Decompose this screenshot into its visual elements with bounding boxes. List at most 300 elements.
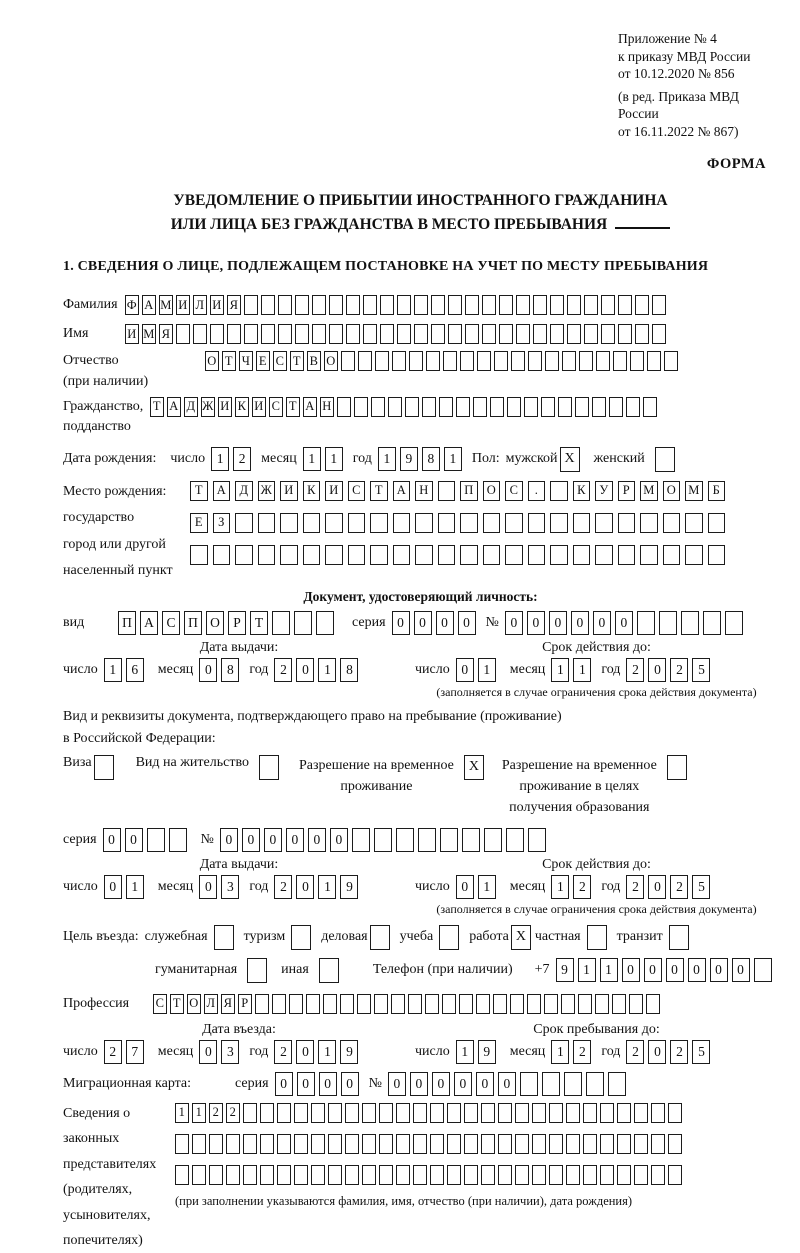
char-box[interactable] xyxy=(643,397,657,417)
char-box[interactable] xyxy=(481,1103,495,1123)
char-box[interactable] xyxy=(651,1165,665,1185)
char-box[interactable] xyxy=(562,351,576,371)
char-box[interactable]: 0 xyxy=(436,611,454,635)
char-box[interactable]: 0 xyxy=(732,958,750,982)
char-box[interactable] xyxy=(213,545,231,565)
char-box[interactable]: 2 xyxy=(573,1040,591,1064)
char-box[interactable]: 0 xyxy=(410,1072,428,1096)
char-box[interactable] xyxy=(374,994,388,1014)
char-box[interactable]: Т xyxy=(222,351,236,371)
char-box[interactable] xyxy=(380,295,394,315)
char-box[interactable]: Р xyxy=(228,611,246,635)
char-box[interactable] xyxy=(431,324,445,344)
char-box[interactable] xyxy=(303,513,321,533)
char-box[interactable] xyxy=(464,1165,478,1185)
char-box[interactable] xyxy=(601,295,615,315)
char-box[interactable] xyxy=(192,1165,206,1185)
checkbox-visa[interactable] xyxy=(94,755,114,780)
char-box[interactable]: 0 xyxy=(688,958,706,982)
char-box[interactable]: Я xyxy=(221,994,235,1014)
char-box[interactable] xyxy=(511,351,525,371)
char-box[interactable]: П xyxy=(184,611,202,635)
char-box[interactable]: А xyxy=(167,397,181,417)
char-box[interactable] xyxy=(532,1103,546,1123)
char-box[interactable] xyxy=(564,1072,582,1096)
char-box[interactable]: П xyxy=(460,481,478,501)
char-box[interactable] xyxy=(668,1103,682,1123)
char-box[interactable]: Д xyxy=(184,397,198,417)
char-box[interactable] xyxy=(476,994,490,1014)
char-box[interactable]: Т xyxy=(150,397,164,417)
char-box[interactable]: 5 xyxy=(692,1040,710,1064)
char-box[interactable] xyxy=(447,1134,461,1154)
char-box[interactable] xyxy=(393,513,411,533)
char-box[interactable] xyxy=(668,1165,682,1185)
char-box[interactable] xyxy=(258,513,276,533)
char-box[interactable]: К xyxy=(573,481,591,501)
char-box[interactable] xyxy=(584,324,598,344)
char-box[interactable] xyxy=(460,513,478,533)
char-box[interactable] xyxy=(595,513,613,533)
char-box[interactable] xyxy=(295,295,309,315)
char-box[interactable] xyxy=(754,958,772,982)
char-box[interactable] xyxy=(630,351,644,371)
char-box[interactable] xyxy=(542,1072,560,1096)
char-box[interactable]: 0 xyxy=(199,658,217,682)
char-box[interactable] xyxy=(426,351,440,371)
char-box[interactable] xyxy=(176,324,190,344)
char-box[interactable] xyxy=(438,513,456,533)
char-box[interactable] xyxy=(374,828,392,852)
char-box[interactable] xyxy=(609,397,623,417)
char-box[interactable] xyxy=(244,295,258,315)
char-box[interactable] xyxy=(626,397,640,417)
char-box[interactable] xyxy=(635,295,649,315)
char-box[interactable] xyxy=(456,397,470,417)
char-box[interactable] xyxy=(498,1165,512,1185)
char-box[interactable]: 1 xyxy=(318,658,336,682)
char-box[interactable]: 1 xyxy=(126,875,144,899)
char-box[interactable]: 0 xyxy=(622,958,640,982)
char-box[interactable] xyxy=(260,1103,274,1123)
char-box[interactable] xyxy=(346,295,360,315)
checkbox-edu-permit[interactable] xyxy=(667,755,687,780)
char-box[interactable] xyxy=(484,828,502,852)
char-box[interactable] xyxy=(396,1134,410,1154)
char-box[interactable] xyxy=(596,351,610,371)
char-box[interactable] xyxy=(708,545,726,565)
char-box[interactable]: 0 xyxy=(527,611,545,635)
char-box[interactable] xyxy=(566,1134,580,1154)
checkbox-purpose-other[interactable] xyxy=(319,958,339,983)
char-box[interactable]: А xyxy=(213,481,231,501)
char-box[interactable]: 3 xyxy=(221,1040,239,1064)
char-box[interactable] xyxy=(550,545,568,565)
char-box[interactable]: Л xyxy=(193,295,207,315)
char-box[interactable] xyxy=(528,545,546,565)
char-box[interactable] xyxy=(583,1165,597,1185)
char-box[interactable] xyxy=(532,1165,546,1185)
char-box[interactable]: 0 xyxy=(125,828,143,852)
char-box[interactable] xyxy=(379,1103,393,1123)
char-box[interactable] xyxy=(337,397,351,417)
char-box[interactable] xyxy=(659,611,677,635)
char-box[interactable]: С xyxy=(348,481,366,501)
char-box[interactable] xyxy=(414,324,428,344)
char-box[interactable]: 1 xyxy=(211,447,229,471)
char-box[interactable] xyxy=(528,513,546,533)
char-box[interactable] xyxy=(505,513,523,533)
char-box[interactable] xyxy=(708,513,726,533)
char-box[interactable] xyxy=(235,513,253,533)
char-box[interactable]: 2 xyxy=(573,875,591,899)
char-box[interactable] xyxy=(418,828,436,852)
char-box[interactable] xyxy=(498,1134,512,1154)
char-box[interactable] xyxy=(345,1103,359,1123)
char-box[interactable]: С xyxy=(505,481,523,501)
char-box[interactable] xyxy=(505,545,523,565)
char-box[interactable] xyxy=(550,324,564,344)
char-box[interactable]: 9 xyxy=(340,875,358,899)
char-box[interactable] xyxy=(380,324,394,344)
char-box[interactable]: Ж xyxy=(201,397,215,417)
char-box[interactable] xyxy=(354,397,368,417)
char-box[interactable]: К xyxy=(235,397,249,417)
char-box[interactable] xyxy=(272,611,290,635)
char-box[interactable] xyxy=(294,611,312,635)
char-box[interactable]: С xyxy=(162,611,180,635)
char-box[interactable] xyxy=(280,545,298,565)
char-box[interactable] xyxy=(703,611,721,635)
char-box[interactable] xyxy=(725,611,743,635)
char-box[interactable] xyxy=(506,828,524,852)
char-box[interactable] xyxy=(618,295,632,315)
char-box[interactable] xyxy=(370,545,388,565)
char-box[interactable] xyxy=(430,1134,444,1154)
char-box[interactable]: Р xyxy=(618,481,636,501)
char-box[interactable] xyxy=(278,324,292,344)
char-box[interactable]: Л xyxy=(204,994,218,1014)
char-box[interactable]: 0 xyxy=(296,875,314,899)
char-box[interactable]: 0 xyxy=(199,1040,217,1064)
char-box[interactable] xyxy=(431,295,445,315)
char-box[interactable]: 0 xyxy=(476,1072,494,1096)
char-box[interactable] xyxy=(533,295,547,315)
char-box[interactable] xyxy=(294,1103,308,1123)
char-box[interactable]: И xyxy=(125,324,139,344)
char-box[interactable] xyxy=(391,994,405,1014)
char-box[interactable]: 8 xyxy=(422,447,440,471)
char-box[interactable] xyxy=(413,1134,427,1154)
checkbox-purpose-transit[interactable] xyxy=(669,925,689,950)
char-box[interactable] xyxy=(363,324,377,344)
char-box[interactable] xyxy=(294,1134,308,1154)
char-box[interactable]: Б xyxy=(708,481,726,501)
char-box[interactable] xyxy=(483,513,501,533)
char-box[interactable] xyxy=(499,295,513,315)
char-box[interactable] xyxy=(558,397,572,417)
char-box[interactable] xyxy=(516,295,530,315)
char-box[interactable] xyxy=(277,1103,291,1123)
char-box[interactable]: 8 xyxy=(340,658,358,682)
char-box[interactable]: Ж xyxy=(258,481,276,501)
char-box[interactable]: 1 xyxy=(456,1040,474,1064)
char-box[interactable]: 1 xyxy=(318,1040,336,1064)
char-box[interactable]: Е xyxy=(256,351,270,371)
char-box[interactable]: 1 xyxy=(192,1103,206,1123)
char-box[interactable] xyxy=(618,545,636,565)
char-box[interactable] xyxy=(473,397,487,417)
char-box[interactable] xyxy=(579,351,593,371)
char-box[interactable] xyxy=(328,1165,342,1185)
char-box[interactable] xyxy=(348,513,366,533)
char-box[interactable] xyxy=(415,545,433,565)
char-box[interactable] xyxy=(227,324,241,344)
char-box[interactable] xyxy=(592,397,606,417)
char-box[interactable]: И xyxy=(210,295,224,315)
char-box[interactable] xyxy=(464,1134,478,1154)
char-box[interactable]: А xyxy=(393,481,411,501)
checkbox-purpose-work[interactable]: X xyxy=(511,925,531,950)
char-box[interactable] xyxy=(600,1134,614,1154)
char-box[interactable]: 0 xyxy=(104,875,122,899)
char-box[interactable]: 0 xyxy=(454,1072,472,1096)
char-box[interactable] xyxy=(316,611,334,635)
char-box[interactable] xyxy=(226,1165,240,1185)
char-box[interactable]: 0 xyxy=(432,1072,450,1096)
char-box[interactable] xyxy=(637,611,655,635)
char-box[interactable] xyxy=(345,1165,359,1185)
char-box[interactable] xyxy=(396,828,414,852)
char-box[interactable] xyxy=(477,351,491,371)
char-box[interactable]: М xyxy=(685,481,703,501)
char-box[interactable]: 1 xyxy=(378,447,396,471)
char-box[interactable] xyxy=(515,1103,529,1123)
char-box[interactable]: 2 xyxy=(104,1040,122,1064)
char-box[interactable] xyxy=(422,397,436,417)
char-box[interactable] xyxy=(325,513,343,533)
char-box[interactable] xyxy=(260,1165,274,1185)
char-box[interactable] xyxy=(325,545,343,565)
char-box[interactable]: 2 xyxy=(233,447,251,471)
char-box[interactable] xyxy=(280,513,298,533)
char-box[interactable] xyxy=(646,994,660,1014)
char-box[interactable] xyxy=(438,545,456,565)
char-box[interactable] xyxy=(612,994,626,1014)
char-box[interactable] xyxy=(306,994,320,1014)
char-box[interactable] xyxy=(459,994,473,1014)
char-box[interactable] xyxy=(243,1165,257,1185)
char-box[interactable]: И xyxy=(280,481,298,501)
char-box[interactable]: И xyxy=(218,397,232,417)
char-box[interactable] xyxy=(664,351,678,371)
char-box[interactable] xyxy=(482,324,496,344)
char-box[interactable] xyxy=(396,1103,410,1123)
char-box[interactable] xyxy=(341,351,355,371)
char-box[interactable]: Я xyxy=(227,295,241,315)
char-box[interactable]: В xyxy=(307,351,321,371)
char-box[interactable] xyxy=(209,1134,223,1154)
char-box[interactable] xyxy=(586,1072,604,1096)
char-box[interactable] xyxy=(651,1103,665,1123)
char-box[interactable] xyxy=(515,1165,529,1185)
char-box[interactable]: 1 xyxy=(573,658,591,682)
char-box[interactable] xyxy=(578,994,592,1014)
char-box[interactable] xyxy=(438,481,456,501)
char-box[interactable] xyxy=(550,513,568,533)
char-box[interactable]: 1 xyxy=(175,1103,189,1123)
char-box[interactable]: 2 xyxy=(274,875,292,899)
char-box[interactable] xyxy=(193,324,207,344)
char-box[interactable] xyxy=(408,994,422,1014)
char-box[interactable] xyxy=(629,994,643,1014)
char-box[interactable]: 1 xyxy=(104,658,122,682)
char-box[interactable]: О xyxy=(324,351,338,371)
char-box[interactable] xyxy=(413,1165,427,1185)
char-box[interactable]: 0 xyxy=(666,958,684,982)
char-box[interactable] xyxy=(532,1134,546,1154)
char-box[interactable] xyxy=(490,397,504,417)
char-box[interactable]: 0 xyxy=(710,958,728,982)
char-box[interactable] xyxy=(261,324,275,344)
char-box[interactable] xyxy=(575,397,589,417)
char-box[interactable] xyxy=(311,1165,325,1185)
char-box[interactable]: Т xyxy=(190,481,208,501)
char-box[interactable]: 1 xyxy=(600,958,618,982)
checkbox-residence-permit[interactable] xyxy=(259,755,279,780)
char-box[interactable] xyxy=(527,994,541,1014)
char-box[interactable]: С xyxy=(153,994,167,1014)
char-box[interactable] xyxy=(566,1165,580,1185)
char-box[interactable] xyxy=(392,351,406,371)
char-box[interactable]: З xyxy=(213,513,231,533)
char-box[interactable] xyxy=(618,513,636,533)
char-box[interactable]: 2 xyxy=(670,1040,688,1064)
char-box[interactable]: 0 xyxy=(458,611,476,635)
char-box[interactable] xyxy=(258,545,276,565)
char-box[interactable] xyxy=(192,1134,206,1154)
char-box[interactable] xyxy=(278,295,292,315)
char-box[interactable] xyxy=(685,513,703,533)
char-box[interactable] xyxy=(499,324,513,344)
char-box[interactable] xyxy=(652,324,666,344)
char-box[interactable] xyxy=(357,994,371,1014)
char-box[interactable] xyxy=(379,1165,393,1185)
char-box[interactable] xyxy=(362,1103,376,1123)
char-box[interactable] xyxy=(635,324,649,344)
char-box[interactable] xyxy=(260,1134,274,1154)
char-box[interactable] xyxy=(494,351,508,371)
char-box[interactable]: 0 xyxy=(392,611,410,635)
char-box[interactable]: 0 xyxy=(103,828,121,852)
char-box[interactable] xyxy=(329,324,343,344)
char-box[interactable] xyxy=(510,994,524,1014)
char-box[interactable] xyxy=(483,545,501,565)
char-box[interactable] xyxy=(498,1103,512,1123)
char-box[interactable]: А xyxy=(140,611,158,635)
char-box[interactable] xyxy=(663,545,681,565)
char-box[interactable] xyxy=(295,324,309,344)
char-box[interactable]: 0 xyxy=(644,958,662,982)
char-box[interactable] xyxy=(397,324,411,344)
char-box[interactable]: О xyxy=(205,351,219,371)
char-box[interactable] xyxy=(550,295,564,315)
char-box[interactable] xyxy=(328,1103,342,1123)
char-box[interactable]: 1 xyxy=(444,447,462,471)
char-box[interactable]: И xyxy=(176,295,190,315)
char-box[interactable]: 1 xyxy=(478,658,496,682)
char-box[interactable] xyxy=(370,513,388,533)
char-box[interactable] xyxy=(640,513,658,533)
char-box[interactable]: 7 xyxy=(126,1040,144,1064)
char-box[interactable] xyxy=(346,324,360,344)
char-box[interactable] xyxy=(352,828,370,852)
char-box[interactable] xyxy=(175,1134,189,1154)
char-box[interactable] xyxy=(442,994,456,1014)
char-box[interactable] xyxy=(277,1165,291,1185)
char-box[interactable] xyxy=(244,324,258,344)
char-box[interactable]: 0 xyxy=(286,828,304,852)
char-box[interactable] xyxy=(595,545,613,565)
char-box[interactable]: Р xyxy=(238,994,252,1014)
char-box[interactable]: 0 xyxy=(296,658,314,682)
char-box[interactable] xyxy=(652,295,666,315)
checkbox-purpose-private[interactable] xyxy=(587,925,607,950)
char-box[interactable] xyxy=(583,1134,597,1154)
char-box[interactable] xyxy=(561,994,575,1014)
char-box[interactable]: С xyxy=(269,397,283,417)
char-box[interactable] xyxy=(243,1134,257,1154)
char-box[interactable] xyxy=(482,295,496,315)
char-box[interactable] xyxy=(289,994,303,1014)
char-box[interactable]: А xyxy=(142,295,156,315)
char-box[interactable] xyxy=(303,545,321,565)
char-box[interactable] xyxy=(235,545,253,565)
char-box[interactable]: Е xyxy=(190,513,208,533)
char-box[interactable]: 0 xyxy=(341,1072,359,1096)
char-box[interactable] xyxy=(210,324,224,344)
char-box[interactable]: 1 xyxy=(325,447,343,471)
char-box[interactable]: 2 xyxy=(626,658,644,682)
char-box[interactable] xyxy=(430,1165,444,1185)
char-box[interactable]: П xyxy=(118,611,136,635)
char-box[interactable] xyxy=(460,545,478,565)
char-box[interactable] xyxy=(647,351,661,371)
char-box[interactable] xyxy=(448,324,462,344)
char-box[interactable] xyxy=(595,994,609,1014)
char-box[interactable]: . xyxy=(528,481,546,501)
checkbox-purpose-official[interactable] xyxy=(214,925,234,950)
char-box[interactable]: 0 xyxy=(648,875,666,899)
char-box[interactable] xyxy=(600,1165,614,1185)
char-box[interactable] xyxy=(600,1103,614,1123)
char-box[interactable] xyxy=(190,545,208,565)
char-box[interactable]: Д xyxy=(235,481,253,501)
char-box[interactable] xyxy=(601,324,615,344)
char-box[interactable]: 1 xyxy=(303,447,321,471)
char-box[interactable]: С xyxy=(273,351,287,371)
char-box[interactable]: 1 xyxy=(551,875,569,899)
char-box[interactable] xyxy=(375,351,389,371)
char-box[interactable] xyxy=(549,1103,563,1123)
char-box[interactable]: 5 xyxy=(692,875,710,899)
char-box[interactable] xyxy=(583,1103,597,1123)
char-box[interactable]: 0 xyxy=(264,828,282,852)
char-box[interactable] xyxy=(524,397,538,417)
char-box[interactable] xyxy=(493,994,507,1014)
char-box[interactable] xyxy=(312,324,326,344)
char-box[interactable] xyxy=(147,828,165,852)
